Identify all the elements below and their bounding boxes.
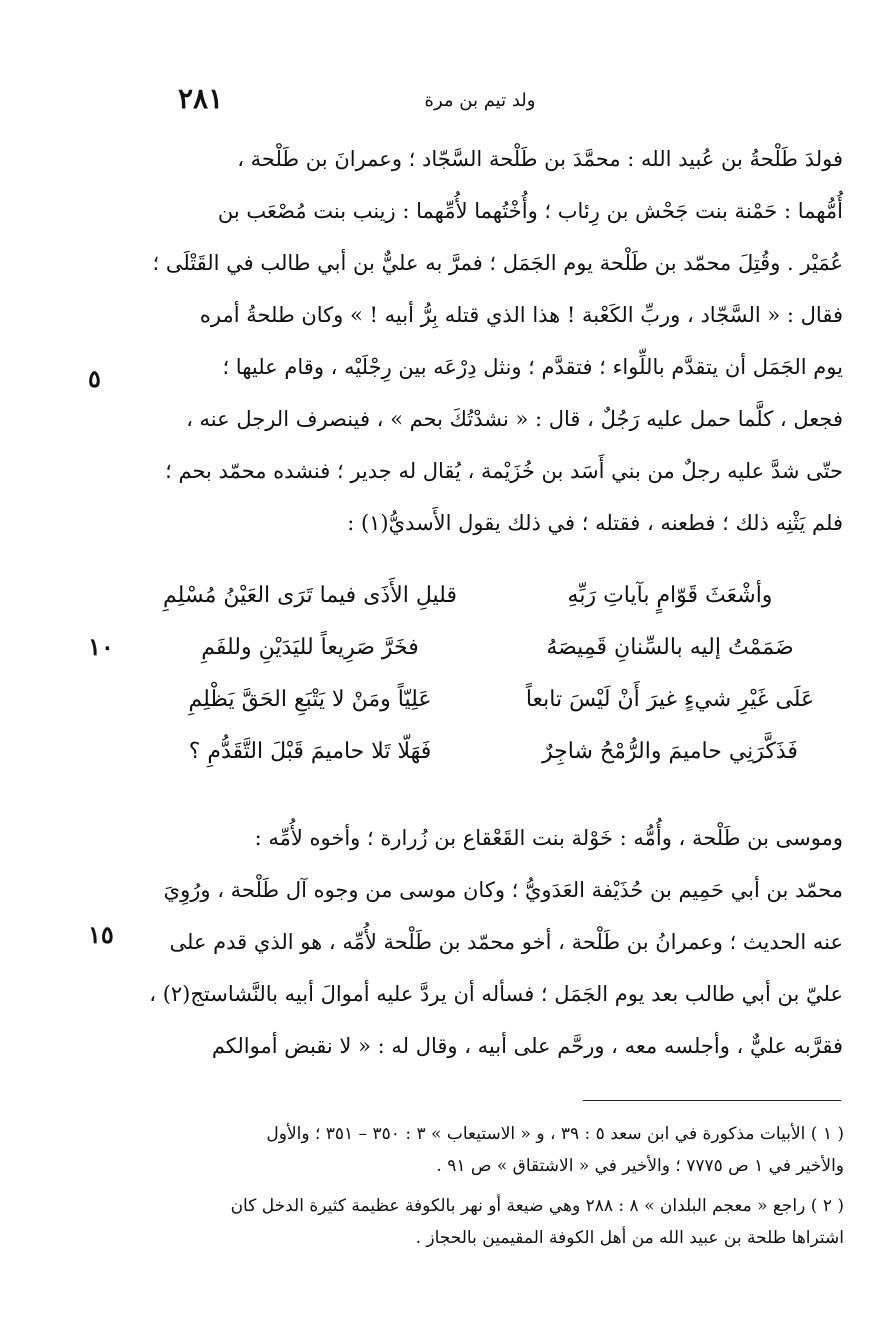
text-line: فقال : « السَّجّاد ، وربِّ الكَعْبة ! هذا الذي قتله بِرُّ أبيه ! » وكان طلحةُ أمره	[199, 303, 843, 327]
hemistich-second: عَلِيّاً ومَنْ لا يَتْبَعِ الحَقَّ يَظْلِمِ	[188, 687, 432, 712]
text-line: أُمُّهما : حَمْنة بنت جَحْش بن رِئاب ؛ وأُخْتُهما لأُمِّهما : زينب بنت مُصْعَب بن	[217, 199, 843, 223]
text-line: عنه الحديث ؛ وعمرانُ بن طَلْحة ، أخو محمّد بن طَلْحة لأُمِّه ، هو الذي قدم على	[169, 930, 843, 954]
text-line: وموسى بن طَلْحة ، وأُمُّه : خَوْلة بنت القَعْقاع بن زُرارة ؛ وأخوه لأُمِّه :	[254, 826, 843, 850]
hemistich-first: عَلَى غَيْرِ شيءٍ غيرَ أَنْ لَيْسَ تابعاً	[525, 687, 815, 712]
text-line: فقرَّبه عليٌّ ، وأجلسه معه ، ورحَّم على أبيه ، وقال له : « لا نقبض أموالكم	[211, 1034, 843, 1058]
page-number: ٢٨١	[178, 82, 224, 115]
line-number-15: ١٥	[88, 920, 114, 949]
hemistich-second: قليلِ الأَذَى فيما تَرَى العَيْنُ مُسْلِمِ	[163, 583, 457, 608]
text-line: يوم الجَمَل أن يتقدَّم باللِّواء ؛ فتقدَّم ؛ ونثل دِرْعَه بين رِجْلَيْه ، وقام عليها ؛	[222, 355, 843, 379]
paragraph-1	[125, 133, 843, 549]
running-title: ولد تيم بن مرة	[424, 90, 536, 111]
paragraph-2	[125, 812, 843, 1072]
poem-verse	[160, 726, 820, 778]
footnote-line: ( ١ ) الأبيات مذكورة في ابن سعد ٥ : ٣٩ ، و « الاستيعاب » ٣ : ٣٥٠ – ٣٥١ ؛ والأول	[266, 1124, 844, 1144]
hemistich-first: ضَمَمْتُ إليه بالسِّنانِ قَمِيصَهُ	[546, 635, 794, 660]
footnotes	[118, 1118, 844, 1254]
text-line: عليّ بن أبي طالب بعد يوم الجَمَل ؛ فسأله أن يردَّ عليه أموالَ أبيه بالنَّشاستج(٢) ،	[149, 982, 843, 1006]
poem-verse	[160, 674, 820, 726]
hemistich-first: فَذَكَّرَنِي حاميمَ والرُّمْحُ شاجِرٌ	[542, 739, 798, 764]
hemistich-second: فخَرَّ صَرِيعاً لليَدَيْنِ وللفَمِ	[201, 635, 419, 660]
text-line: حتّى شدَّ عليه رجلٌ من بني أَسَد بن خُزَيْمة ، يُقال له جدير ؛ فنشده محمّد بحم ؛	[165, 459, 843, 483]
text-line: فولدَ طَلْحةُ بن عُبيد الله : محمَّدَ بن طَلْحة السَّجّاد ؛ وعمرانَ بن طَلْحة ،	[237, 147, 843, 171]
hemistich-second: فَهَلّا تَلا حاميمَ قَبْلَ التَّقَدُّمِ ؟	[188, 739, 432, 764]
text-line: فلم يَثْنِه ذلك ؛ فطعنه ، فقتله ؛ في ذلك يقول الأَسديُّ(١) :	[347, 511, 843, 535]
poem	[160, 570, 820, 778]
line-number-10: ١٠	[88, 632, 114, 661]
poem-verse	[160, 622, 820, 674]
footnote-divider	[583, 1100, 841, 1101]
line-number-5: ٥	[88, 364, 101, 393]
poem-verse	[160, 570, 820, 622]
footnote-line: اشتراها طلحة بن عبيد الله من أهل الكوفة المقيمين بالحجاز .	[415, 1228, 844, 1248]
text-line: محمّد بن أبي حَمِيم بن حُذَيْفة العَدَويُّ ؛ وكان موسى من وجوه آل طَلْحة ، ورُوِيَ	[163, 878, 843, 902]
footnote-line: ( ٢ ) راجع « معجم البلدان » ٨ : ٢٨٨ وهي ضيعة أو نهر بالكوفة عظيمة كثيرة الدخل كان	[230, 1196, 844, 1216]
text-line: فجعل ، كلَّما حمل عليه رَجُلٌ ، قال : « نشدْتُكَ بحم » ، فينصرف الرجل عنه ،	[186, 407, 843, 431]
text-line: عُمَيْر . وقُتِلَ محمّد بن طَلْحة يوم الجَمَل ؛ فمرَّ به عليٌّ بن أبي طالب في القَتْلَى ؛	[152, 251, 843, 275]
footnote-line: والأخير في ١ ص ٧٧٧٥ ؛ والأخير في « الاشتقاق » ص ٩١ .	[436, 1156, 844, 1176]
hemistich-first: وأشْعَثَ قَوّامٍ بآياتِ رَبِّهِ	[567, 583, 773, 608]
